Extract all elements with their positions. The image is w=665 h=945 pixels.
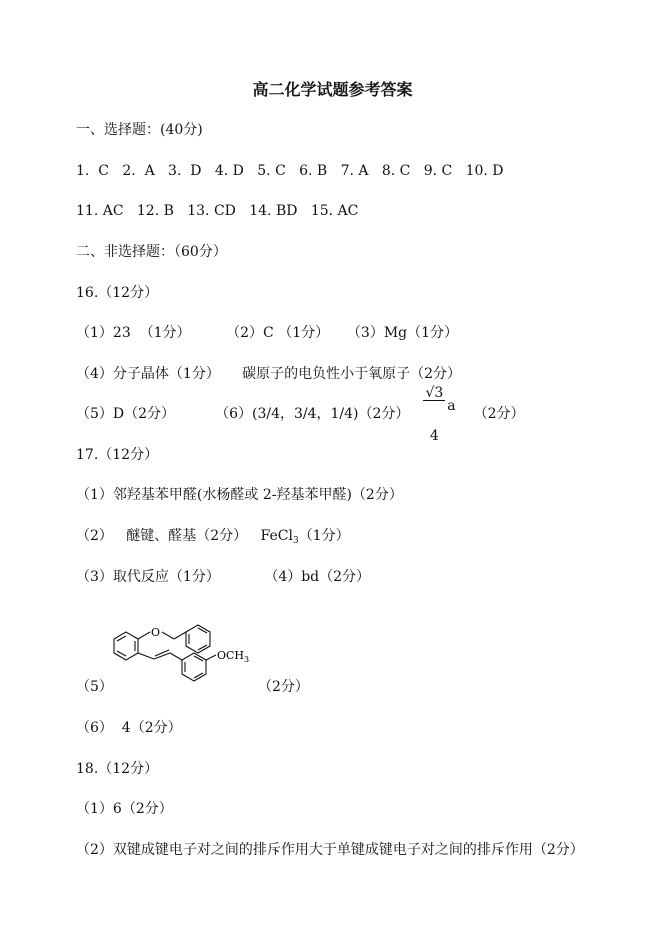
methoxy-ring xyxy=(182,653,206,681)
q18-heading: 18.（12分） xyxy=(76,761,159,777)
ring-to-oxygen-bond xyxy=(138,632,150,639)
oxygen-to-ch2-bond xyxy=(162,632,174,639)
q17-part6: （6） 4（2分） xyxy=(76,720,182,736)
q16-heading: 16.（12分） xyxy=(76,285,159,301)
ring-to-methoxy-bond xyxy=(206,655,216,660)
section-choice-heading: 一、选择题：(40分) xyxy=(76,122,203,138)
vinyl-bond-2 xyxy=(170,653,182,660)
section-nonchoice-heading: 二、非选择题：（60分） xyxy=(76,244,227,260)
q18-part2: （2）双键成键电子对之间的排斥作用大于单键成键电子对之间的排斥作用（2分） xyxy=(76,842,584,858)
vinyl-double-bond xyxy=(154,653,170,659)
ether-oxygen-label: O xyxy=(151,626,161,639)
q17-part3-4: （3）取代反应（1分） （4）bd（2分） xyxy=(76,569,371,585)
sqrt3-over-4-fraction xyxy=(423,358,445,471)
q17-part1: （1）邻羟基苯甲醛(水杨醛或 2-羟基苯甲醛)（2分） xyxy=(76,487,403,503)
q16-part5-6-text: （5）D（2分） （6）(3/4，3/4，1/4)（2分） xyxy=(76,406,410,422)
benzyl-ring xyxy=(186,625,210,653)
q18-part1: （1）6（2分） xyxy=(76,801,173,817)
q16-part6-score: （2分） xyxy=(473,406,525,422)
q17-part5-label: （5） xyxy=(76,679,113,695)
q16-part5-6 xyxy=(76,384,525,444)
q17-part2-score: （1分） xyxy=(298,528,350,544)
q17-part5-score: （2分） xyxy=(258,679,309,695)
fraction-denominator: 4 xyxy=(429,427,439,444)
answers-1-10: 1. C 2. A 3. D 4. D 5. C 6. B 7. A 8. C 9. C 10. D xyxy=(76,163,504,179)
ch2-to-ring-bond xyxy=(174,632,186,639)
methoxy-label: $OCH_3$ xyxy=(217,649,250,664)
fecl3-subscript: 3 xyxy=(292,536,299,546)
vinyl-bond-1 xyxy=(138,653,154,659)
fraction-numerator: √3 xyxy=(425,384,444,401)
q17-part2-text: （2） 醚键、醛基（2分） FeCl xyxy=(76,528,293,544)
q17-part2 xyxy=(76,527,350,550)
q16-part4: （4）分子晶体（1分） 碳原子的电负性小于氧原子（2分） xyxy=(76,366,461,382)
page-title: 高二化学试题参考答案 xyxy=(252,80,413,99)
q17-heading: 17.（12分） xyxy=(76,447,159,463)
molecule-structure-diagram xyxy=(104,612,264,690)
answers-11-15: 11. AC 12. B 13. CD 14. BD 15. AC xyxy=(76,203,359,219)
fraction-variable: a xyxy=(447,398,456,414)
q16-part1-3: （1）23 （1分） （2）C （1分） （3）Mg（1分） xyxy=(76,325,459,341)
